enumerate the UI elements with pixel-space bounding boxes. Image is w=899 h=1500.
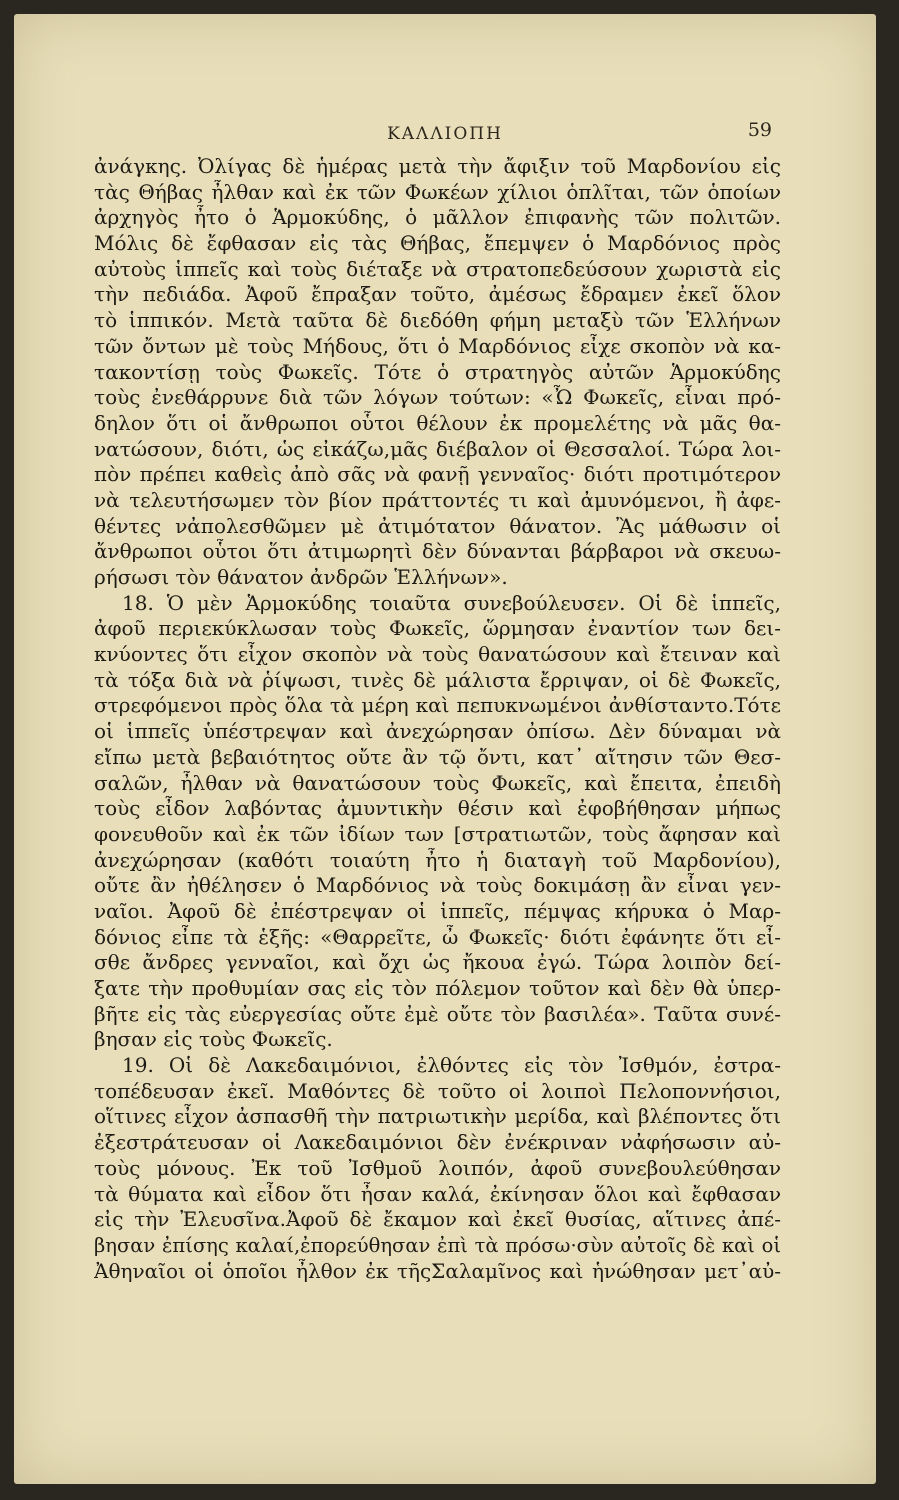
text-line: ἀνάγκης. Ὀλίγας δὲ ἡμέρας μετὰ τὴν ἄφιξιν τοῦ Μαρδονίου εἰς [94,154,781,178]
text-line: στρεφόμενοι πρὸς ὅλα τὰ μέρη καὶ πεπυκνωμένοι ἀνθίσταντο.Τότε [94,693,781,718]
text-line: τοπέδευσαν ἐκεῖ. Μαθόντες δὲ τοῦτο οἱ λοιποὶ Πελοποννήσιοι, [94,1078,781,1103]
text-line: νὰ τελευτήσωμεν τὸν βίον πράττοντές τι καὶ ἀμυνόμενοι, ἢ ἀφε- [94,487,781,512]
text-line: οἵτινες εἶχον ἀσπασθῆ τὴν πατριωτικὴν μερίδα, καὶ βλέποντες ὅτι [94,1104,781,1129]
text-line: τακοντίσῃ τοὺς Φωκεῖς. Τότε ὁ στρατηγὸς αὐτῶν Ἁρμοκύδης [94,359,781,384]
text-line: βησαν ἐπίσης καλαί,ἐπορεύθησαν ἐπὶ τὰ πρόσω·σὺν αὐτοῖς δὲ καὶ οἱ [94,1233,781,1257]
text-line: ἄνθρωποι οὗτοι ὅτι ἀτιμωρητὶ δὲν δύνανται βάρβαροι νὰ σκευω- [94,539,781,564]
text-line: τοὺς ἐνεθάρρυνε διὰ τῶν λόγων τούτων: «Ὦ Φωκεῖς, εἶναι πρό- [94,385,781,410]
text-line: σθε ἄνδρες γενναῖοι, καὶ ὄχι ὡς ἤκουα ἐγώ. Τώρα λοιπὸν δεί- [94,950,781,975]
text-line: ἀφοῦ περιεκύκλωσαν τοὺς Φωκεῖς, ὥρμησαν ἐναντίον των δει- [94,616,781,641]
text-line: εἴπω μετὰ βεβαιότητος οὔτε ἂν τῷ ὄντι, κατ᾿ αἴτησιν τῶν Θεσ- [94,744,781,769]
text-line: αὐτοὺς ἱππεῖς καὶ τοὺς διέταξε νὰ στρατοπεδεύσουν χωριστὰ εἰς [94,256,781,281]
running-title: ΚΑΛΛΙΟΠΗ [387,124,503,144]
book-page [14,14,876,1484]
running-head [14,116,876,146]
text-line: Μόλις δὲ ἔφθασαν εἰς τὰς Θήβας, ἔπεμψεν ὁ Μαρδόνιος πρὸς [94,231,781,256]
text-line: βῆτε εἰς τὰς εὐεργεσίας οὔτε ἐμὲ οὔτε τὸν βασιλέα». Ταῦτα συνέ- [94,1001,781,1026]
text-line: τὸ ἱππικόν. Μετὰ ταῦτα δὲ διεδόθη φήμη μεταξὺ τῶν Ἑλλήνων [94,308,781,333]
section-start-line: 18. Ὁ μὲν Ἁρμοκύδης τοιαῦτα συνεβούλευσεν. Οἱ δὲ ἱππεῖς, [122,590,781,615]
text-line: τοὺς μόνους. Ἐκ τοῦ Ἰσθμοῦ λοιπόν, ἀφοῦ συνεβουλεύθησαν [94,1155,781,1180]
text-line: ἀνεχώρησαν (καθότι τοιαύτη ἦτο ἡ διαταγὴ τοῦ Μαρδονίου), [94,847,781,872]
text-line: πὸν πρέπει καθεὶς ἀπὸ σᾶς νὰ φανῇ γενναῖος· διότι προτιμότερον [94,462,781,487]
text-line: οἱ ἱππεῖς ὑπέστρεψαν καὶ ἀνεχώρησαν ὀπίσω. Δὲν δύναμαι νὰ [94,719,781,744]
text-line: οὔτε ἂν ἠθέλησεν ὁ Μαρδόνιος νὰ τοὺς δοκιμάσῃ ἂν εἶναι γεν- [94,873,781,898]
text-line: δόνιος εἶπε τὰ ἑξῆς: «Θαρρεῖτε, ὦ Φωκεῖς· διότι ἐφάνητε ὅτι εἶ- [94,924,781,949]
text-line: σαλῶν, ἦλθαν νὰ θανατώσουν τοὺς Φωκεῖς, καὶ ἔπειτα, ἐπειδὴ [94,770,781,795]
text-line: τῶν ὄντων μὲ τοὺς Μήδους, ὅτι ὁ Μαρδόνιος εἶχε σκοπὸν νὰ κα- [94,333,781,358]
text-line: Ἀθηναῖοι οἱ ὁποῖοι ἦλθον ἐκ τῆςΣαλαμῖνος καὶ ἡνώθησαν μετ᾿αὐ- [94,1258,781,1283]
page-number: 59 [747,119,772,141]
text-line: τοὺς εἶδον λαβόντας ἀμυντικὴν θέσιν καὶ ἐφοβήθησαν μήπως [94,796,781,821]
text-line: βησαν εἰς τοὺς Φωκεῖς. [94,1027,333,1052]
text-line: ρήσωσι τὸν θάνατον ἀνδρῶν Ἑλλήνων». [94,565,508,589]
text-line: δηλον ὅτι οἱ ἄνθρωποι οὗτοι θέλουν ἐκ προμελέτης νὰ μᾶς θα- [94,410,781,435]
text-line: ξατε τὴν προθυμίαν σας εἰς τὸν πόλεμον τοῦτον καὶ δὲν θὰ ὑπερ- [94,976,781,1000]
text-line: τὰ θύματα καὶ εἶδον ὅτι ἦσαν καλά, ἐκίνησαν ὅλοι καὶ ἔφθασαν [94,1181,781,1206]
text-line: φονευθοῦν καὶ ἐκ τῶν ἰδίων των [στρατιωτῶν, τοὺς ἄφησαν καὶ [94,821,781,846]
text-line: κνύοντες ὅτι εἶχον σκοπὸν νὰ τοὺς θανατώσουν καὶ ἔτειναν καὶ [94,642,781,667]
text-line: θέντες νἀπολεσθῶμεν μὲ ἀτιμότατον θάνατον. Ἂς μάθωσιν οἱ [94,513,781,538]
text-line: νατώσουν, διότι, ὡς εἰκάζω,μᾶς διέβαλον οἱ Θεσσαλοί. Τώρα λοι- [94,436,781,461]
text-line: ναῖοι. Ἀφοῦ δὲ ἐπέστρεψαν οἱ ἱππεῖς, πέμψας κήρυκα ὁ Μαρ- [94,898,781,923]
text-line: ἀρχηγὸς ἦτο ὁ Ἁρμοκύδης, ὁ μᾶλλον ἐπιφανὴς τῶν πολιτῶν. [94,205,781,230]
body-text [94,154,781,1284]
text-line: τὰ τόξα διὰ νὰ ῥίψωσι, τινὲς δὲ μάλιστα ἔρριψαν, οἱ δὲ Φωκεῖς, [94,667,781,692]
text-line: ἐξεστράτευσαν οἱ Λακεδαιμόνιοι δὲν ἐνέκριναν νἀφήσωσιν αὐ- [94,1130,781,1155]
text-line: τὴν πεδιάδα. Ἀφοῦ ἔπραξαν τοῦτο, ἀμέσως ἔδραμεν ἐκεῖ ὅλον [94,282,781,307]
text-line: εἰς τὴν Ἐλευσῖνα.Ἀφοῦ δὲ ἔκαμον καὶ ἐκεῖ θυσίας, αἵτινες ἀπέ- [94,1207,781,1232]
section-start-line: 19. Οἱ δὲ Λακεδαιμόνιοι, ἐλθόντες εἰς τὸν Ἰσθμόν, ἐστρα- [122,1053,781,1078]
text-line: τὰς Θήβας ἦλθαν καὶ ἐκ τῶν Φωκέων χίλιοι ὁπλῖται, τῶν ὁποίων [94,179,781,204]
